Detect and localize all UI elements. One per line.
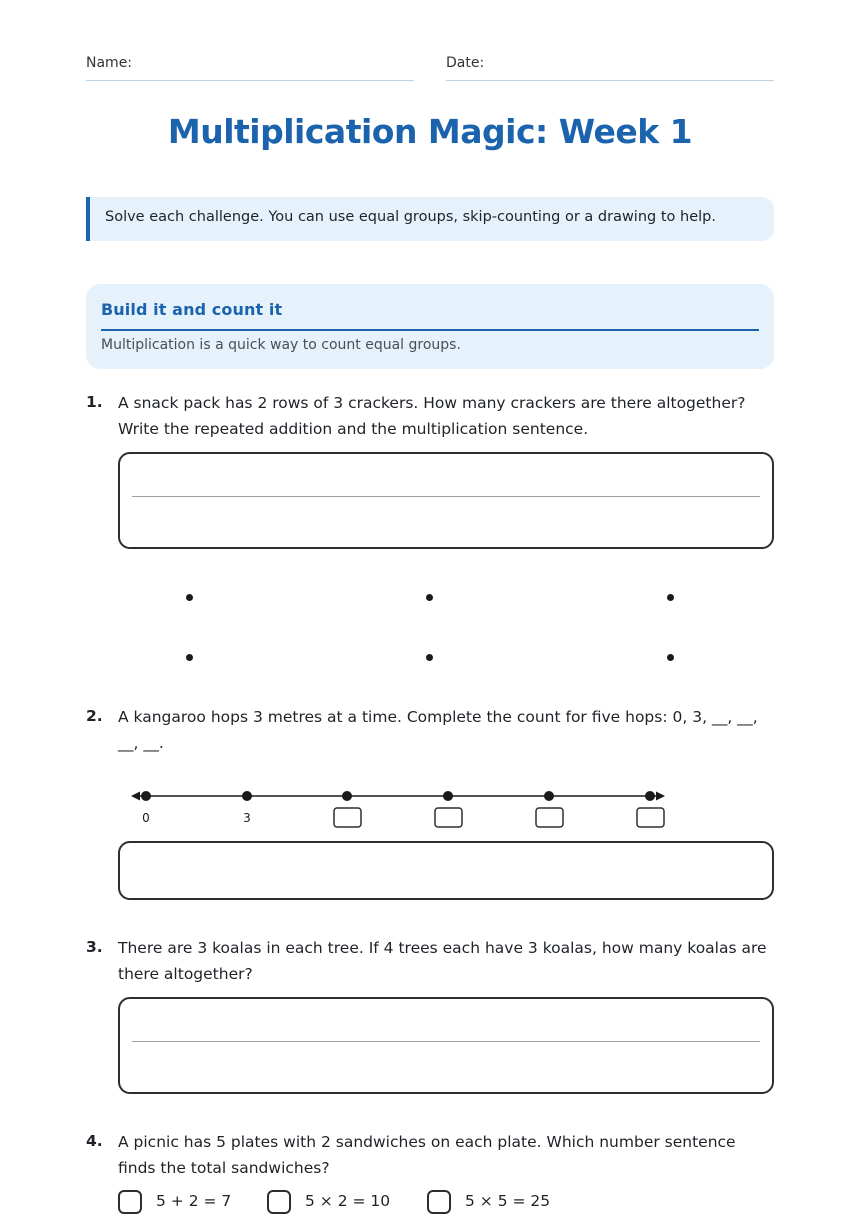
tick-label: 0: [142, 811, 150, 825]
date-label: Date:: [446, 55, 485, 71]
arrow-left-icon: [131, 792, 140, 801]
question-line: There are 3 koalas in each tree. If 4 trees each have 3 koalas, how many koalas are: [118, 939, 767, 957]
arrow-right-icon: [656, 792, 665, 801]
answer-slot[interactable]: [334, 808, 361, 827]
question-number: 4.: [86, 1132, 103, 1150]
question-text: [118, 1129, 774, 1181]
question-number: 1.: [86, 393, 103, 411]
checkbox[interactable]: [118, 1190, 142, 1214]
question-text: [118, 935, 774, 987]
answer-slot[interactable]: [536, 808, 563, 827]
checkbox[interactable]: [427, 1190, 451, 1214]
question-line: A snack pack has 2 rows of 3 crackers. How many crackers are there altogether?: [118, 394, 746, 412]
name-label: Name:: [86, 55, 133, 71]
question-line: Write the repeated addition and the multiplication sentence.: [118, 420, 589, 438]
tick-point: [645, 791, 655, 801]
question-line: A kangaroo hops 3 metres at a time. Complete the count for five hops: 0, 3, __, __,: [118, 708, 758, 726]
choice-label: 5 × 5 = 25: [465, 1192, 551, 1210]
question-line: A picnic has 5 plates with 2 sandwiches on each plate. Which number sentence: [118, 1133, 736, 1151]
tick-point: [443, 791, 453, 801]
tick-point: [141, 791, 151, 801]
tick-point: [544, 791, 554, 801]
answer-box[interactable]: [118, 841, 774, 900]
question-number: 2.: [86, 707, 103, 725]
question-line: finds the total sandwiches?: [118, 1159, 330, 1177]
question-line: __, __.: [118, 734, 164, 752]
answer-slot[interactable]: [637, 808, 664, 827]
choice-label: 5 × 2 = 10: [305, 1192, 391, 1210]
tick-point: [242, 791, 252, 801]
checkbox[interactable]: [267, 1190, 291, 1214]
choice-label: 5 + 2 = 7: [156, 1192, 232, 1210]
tick-label: 3: [243, 811, 251, 825]
instructions-text: Solve each challenge. You can use equal groups, skip-counting or a drawing to help.: [105, 209, 716, 225]
answer-slot[interactable]: [435, 808, 462, 827]
tick-point: [342, 791, 352, 801]
writing-line: [132, 1041, 760, 1042]
section-subtitle: Multiplication is a quick way to count equal groups.: [101, 337, 461, 353]
question-number: 3.: [86, 938, 103, 956]
section-title: Build it and count it: [101, 300, 283, 319]
question-line: there altogether?: [118, 965, 253, 983]
answer-box[interactable]: [118, 997, 774, 1094]
page-title: Multiplication Magic: Week 1: [167, 112, 693, 151]
